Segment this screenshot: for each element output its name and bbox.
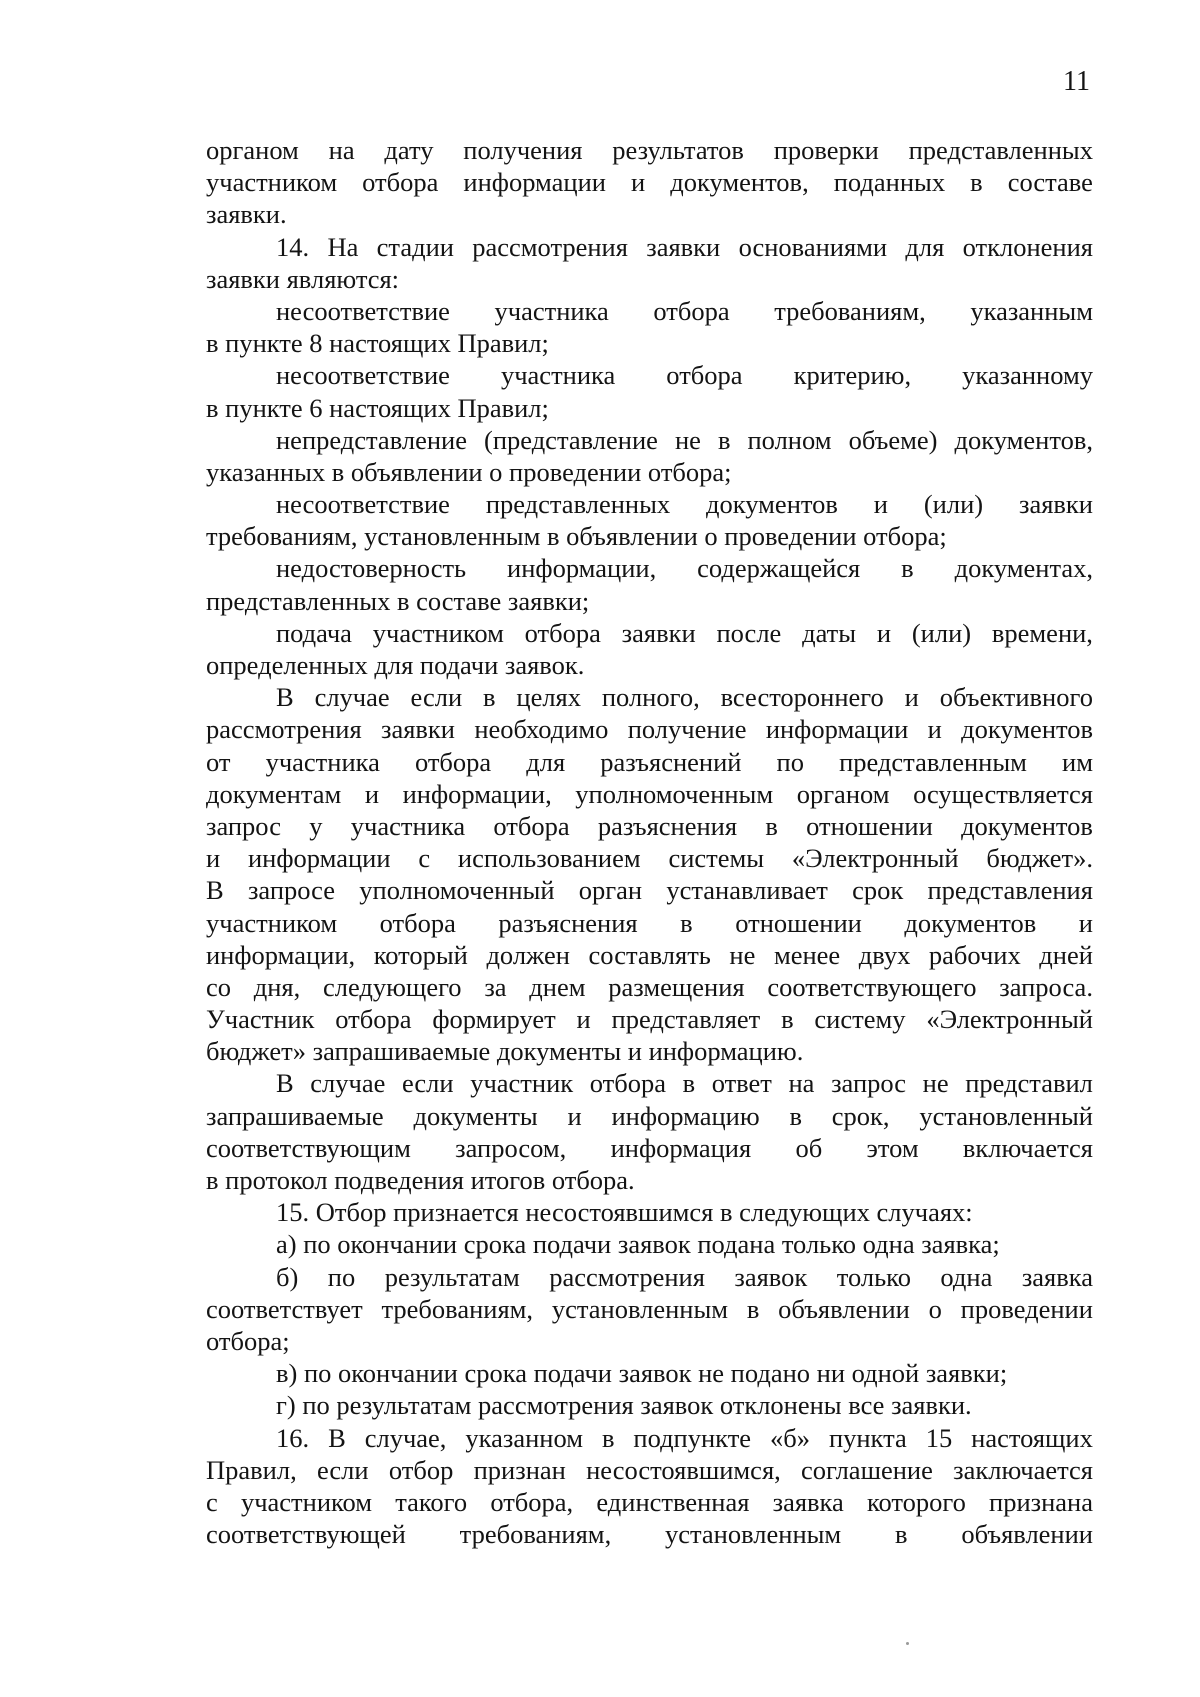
word: представил (965, 1068, 1093, 1099)
word: заявки (381, 714, 455, 745)
word: признан (473, 1454, 566, 1485)
word: «б» (770, 1422, 810, 1453)
word: в (970, 167, 983, 198)
word: получения (463, 135, 583, 165)
word: не (729, 939, 756, 970)
word: указанном (465, 1422, 583, 1453)
text-line: 15. Отбор признается несостоявшимся в следующих случаях: (276, 1197, 973, 1228)
word: 16. (276, 1422, 310, 1453)
text-line (206, 359, 1093, 391)
word: если (402, 1068, 454, 1099)
text-line (206, 1003, 1093, 1035)
word: всестороннего (720, 682, 884, 713)
word: соответствует (206, 1293, 363, 1324)
word: в (781, 1004, 794, 1035)
word: отбора (414, 746, 492, 777)
word: несоответствие (276, 489, 450, 520)
word: такого (395, 1486, 468, 1517)
word: рассмотрения (472, 231, 628, 262)
word: документах, (954, 553, 1093, 584)
word: отбора (335, 1004, 412, 1035)
text-line: требованиям, установленным в объявлении о проведении отбора; (206, 521, 947, 552)
word: срок, (831, 1100, 890, 1131)
word: в (680, 907, 693, 938)
word: если (410, 682, 463, 713)
word: только (836, 1261, 911, 1292)
word: не (922, 1068, 949, 1099)
word: для (905, 231, 945, 262)
text-line (206, 166, 1093, 198)
word: непредставление (276, 424, 467, 455)
word: случае (314, 682, 390, 713)
word: составе (1007, 167, 1093, 198)
word: отклонения (962, 231, 1093, 262)
document-body (206, 134, 1093, 1550)
text-line (206, 1100, 1093, 1132)
word: в (717, 424, 731, 455)
word: запрашиваемые (206, 1100, 384, 1131)
word: 14. (276, 231, 310, 262)
text-line (206, 295, 1093, 327)
word: на (788, 1068, 815, 1099)
word: поданных (833, 167, 946, 198)
text-line (206, 971, 1093, 1003)
word: отбора (524, 617, 601, 648)
word: информации, (507, 553, 657, 584)
word: документов (961, 810, 1093, 841)
word: указанному (962, 360, 1093, 391)
word: «Электронный (791, 843, 959, 874)
word: в (601, 1422, 615, 1453)
word: соответствующим (206, 1132, 411, 1163)
word: критерию, (793, 360, 912, 391)
word: отбора (666, 360, 743, 391)
text-line (206, 746, 1093, 778)
word: которого (866, 1486, 966, 1517)
word: участника (350, 810, 466, 841)
word: бюджет». (986, 843, 1093, 874)
word: использованием (457, 843, 641, 874)
word: этом (866, 1132, 919, 1163)
word: случае (310, 1068, 386, 1099)
word: составлять (588, 939, 711, 970)
text-line (206, 1293, 1093, 1325)
word: документов, (954, 424, 1093, 455)
word: На (327, 231, 359, 262)
word: заявка (1021, 1261, 1093, 1292)
word: соответствующей (206, 1519, 406, 1550)
word: информацию (611, 1100, 760, 1131)
word: участника (494, 295, 609, 326)
word: осуществляется (913, 778, 1093, 809)
text-line (206, 1518, 1093, 1550)
word: по (327, 1261, 356, 1292)
word: отбора (589, 1068, 666, 1099)
word: объективного (939, 682, 1093, 713)
word: представления (927, 875, 1093, 906)
word: Участник (206, 1004, 315, 1035)
word: получение (627, 714, 747, 745)
word: по (776, 746, 804, 777)
word: заявка (772, 1486, 844, 1517)
text-line: в) по окончании срока подачи заявок не подано ни одной заявки; (276, 1358, 1008, 1389)
text-line (206, 134, 1093, 166)
word: устанавливает (666, 875, 828, 906)
word: информация (610, 1132, 752, 1163)
text-line: а) по окончании срока подачи заявок подана только одна заявка; (276, 1229, 1000, 1260)
word: участника (500, 360, 616, 391)
word: в (789, 1100, 802, 1131)
word: участник (470, 1068, 574, 1099)
word: отбора, (490, 1486, 574, 1517)
word: и (927, 714, 942, 745)
word: признана (989, 1486, 1093, 1517)
word: не (674, 424, 701, 455)
word: В (206, 875, 224, 906)
word: объявлении (961, 1519, 1093, 1550)
text-line: определенных для подачи заявок. (206, 650, 585, 680)
word: заявок (734, 1261, 808, 1292)
word: в (483, 682, 496, 713)
word: орган (578, 875, 643, 906)
word: проведении (960, 1293, 1093, 1324)
word: у (309, 810, 323, 841)
word: запросом, (455, 1132, 567, 1163)
word: с (206, 1486, 218, 1517)
text-line: в пункте 8 настоящих Правил; (206, 328, 549, 359)
word: пункта (828, 1422, 907, 1453)
page-number: 11 (1063, 66, 1090, 97)
word: 15 (925, 1422, 953, 1453)
word: им (1062, 746, 1093, 777)
word: полного, (601, 682, 700, 713)
word: должен (486, 939, 570, 970)
text-line (206, 552, 1093, 584)
text-line (206, 842, 1093, 874)
word: запроса. (999, 971, 1093, 1002)
word: на (328, 135, 355, 165)
word: документов, (670, 167, 809, 198)
word: участником (206, 167, 338, 198)
word: несостоявшимся, (586, 1454, 781, 1485)
word: органом (796, 778, 890, 809)
text-line (206, 1132, 1093, 1164)
word: Правил, (206, 1454, 297, 1485)
word: документов (904, 907, 1037, 938)
text-line (206, 617, 1093, 649)
word: даты (802, 617, 857, 648)
text-line (206, 231, 1093, 263)
word: подпункте (633, 1422, 752, 1453)
word: участника (265, 746, 380, 777)
word: менее (773, 939, 841, 970)
word: основаниями (738, 231, 888, 262)
word: установленным (665, 1519, 842, 1550)
word: и (567, 1100, 582, 1131)
word: соответствующего (767, 971, 977, 1002)
word: (или) (923, 489, 984, 520)
word: информации (765, 714, 909, 745)
word: отношении (735, 907, 862, 938)
word: и (631, 167, 646, 198)
word: объявлении (778, 1293, 910, 1324)
word: разъяснения (498, 907, 638, 938)
word: разъяснений (600, 746, 742, 777)
word: отбора (653, 295, 730, 326)
text-line: в пункте 6 настоящих Правил; (206, 392, 549, 423)
text-line: г) по результатам рассмотрения заявок отклонены все заявки. (276, 1390, 972, 1421)
text-line: заявки являются: (206, 263, 400, 294)
word: требованиям, (459, 1519, 612, 1550)
word: единственная (596, 1486, 750, 1517)
word: участником (372, 617, 504, 648)
text-line (206, 424, 1093, 456)
word: требованиям, (381, 1293, 534, 1324)
word: одна (940, 1261, 993, 1292)
word: подача (276, 617, 352, 648)
word: представленных (908, 135, 1093, 165)
word: заявки (621, 617, 696, 648)
word: систему (814, 1004, 906, 1035)
word: необходимо (474, 714, 609, 745)
text-line: бюджет» запрашиваемые документы и информацию. (206, 1036, 804, 1067)
word: с (418, 843, 431, 874)
word: результатам (384, 1261, 520, 1292)
word: информации (248, 843, 391, 874)
word: заключается (953, 1454, 1093, 1485)
word: органом (206, 135, 299, 165)
word: представленных (485, 489, 671, 520)
word: б) (276, 1261, 299, 1292)
word: установленным (551, 1293, 729, 1324)
text-line (206, 874, 1093, 906)
word: включается (962, 1132, 1093, 1163)
word: в (682, 1068, 696, 1099)
word: уполномоченный (359, 875, 555, 906)
word: установленный (919, 1100, 1093, 1131)
word: который (373, 939, 468, 970)
word: рассмотрения (206, 714, 362, 745)
word: рабочих (928, 939, 1021, 970)
word: и (576, 1004, 591, 1035)
word: формирует (432, 1004, 556, 1035)
word: результатов (612, 135, 744, 165)
word: в (746, 1293, 760, 1324)
word: полном (747, 424, 832, 455)
word: информации (463, 167, 606, 198)
word: размещения (608, 971, 745, 1002)
text-line (206, 713, 1093, 745)
word: со (206, 971, 232, 1002)
text-line (206, 1454, 1093, 1486)
word: стадии (376, 231, 454, 262)
text-line: представленных в составе заявки; (206, 585, 590, 616)
word: от (206, 746, 231, 777)
word: (представление (484, 424, 658, 455)
word: запросе (247, 875, 336, 906)
word: В (328, 1422, 346, 1453)
word: и (904, 682, 919, 713)
word: требованиям, (774, 295, 926, 326)
word: В (276, 682, 294, 713)
word: несоответствие (276, 295, 450, 326)
word: В (276, 1068, 294, 1099)
text-line (206, 1261, 1093, 1293)
word: целях (516, 682, 581, 713)
word: рассмотрения (549, 1261, 705, 1292)
scan-speck (906, 1642, 909, 1645)
word: недостоверность (276, 553, 467, 584)
word: настоящих (971, 1422, 1093, 1453)
text-line (206, 681, 1093, 713)
word: участником (206, 907, 338, 938)
word: содержащейся (697, 553, 861, 584)
word: об (795, 1132, 823, 1163)
word: дату (384, 135, 434, 165)
word: несоответствие (276, 360, 450, 391)
word: следующего (323, 971, 462, 1002)
word: информации, (402, 778, 552, 809)
word: о (928, 1293, 942, 1324)
word: представленным (839, 746, 1027, 777)
word: отбор (388, 1454, 454, 1485)
word: информации, (206, 939, 356, 970)
word: отбора (362, 167, 439, 198)
word: указанным (970, 295, 1093, 326)
text-line: отбора; (206, 1325, 290, 1356)
text-line (206, 488, 1093, 520)
word: запрос (206, 810, 281, 841)
word: отношении (806, 810, 933, 841)
word: (или) (911, 617, 972, 648)
word: и (206, 843, 221, 874)
text-line (206, 778, 1093, 810)
word: «Электронный (926, 1004, 1093, 1035)
word: днем (529, 971, 586, 1002)
text-line: заявки. (206, 199, 287, 230)
text-line (206, 810, 1093, 842)
word: проверки (773, 135, 879, 165)
word: в (901, 553, 914, 584)
word: участником (240, 1486, 373, 1517)
word: и (1078, 907, 1093, 938)
word: срок (852, 875, 904, 906)
word: представляет (611, 1004, 761, 1035)
word: документов (961, 714, 1093, 745)
word: системы (668, 843, 765, 874)
word: и (873, 489, 888, 520)
word: и (876, 617, 892, 648)
word: времени, (991, 617, 1093, 648)
text-line (206, 1067, 1093, 1099)
word: в (895, 1519, 908, 1550)
word: документов (706, 489, 838, 520)
word: отбора (379, 907, 456, 938)
word: двух (858, 939, 911, 970)
word: заявки (1018, 489, 1093, 520)
text-line (206, 907, 1093, 939)
word: заявки (646, 231, 721, 262)
word: дней (1039, 939, 1093, 970)
word: документы (413, 1100, 538, 1131)
text-line (206, 939, 1093, 971)
word: уполномоченным (575, 778, 774, 809)
word: и (364, 778, 380, 809)
word: после (716, 617, 782, 648)
word: за (484, 971, 507, 1002)
word: соглашение (801, 1454, 933, 1485)
word: разъяснения (597, 810, 738, 841)
word: запрос (831, 1068, 907, 1099)
word: если (316, 1454, 369, 1485)
word: отбора (493, 810, 570, 841)
text-line: указанных в объявлении о проведении отбора; (206, 456, 732, 487)
word: объеме) (848, 424, 938, 455)
word: для (526, 746, 566, 777)
word: ответ (711, 1068, 772, 1099)
word: документам (206, 778, 342, 809)
text-line: в протокол подведения итогов отбора. (206, 1165, 635, 1195)
word: дня, (253, 971, 301, 1002)
text-line (206, 1422, 1093, 1454)
word: случае, (364, 1422, 447, 1453)
word: в (765, 810, 778, 841)
text-line (206, 1486, 1093, 1518)
